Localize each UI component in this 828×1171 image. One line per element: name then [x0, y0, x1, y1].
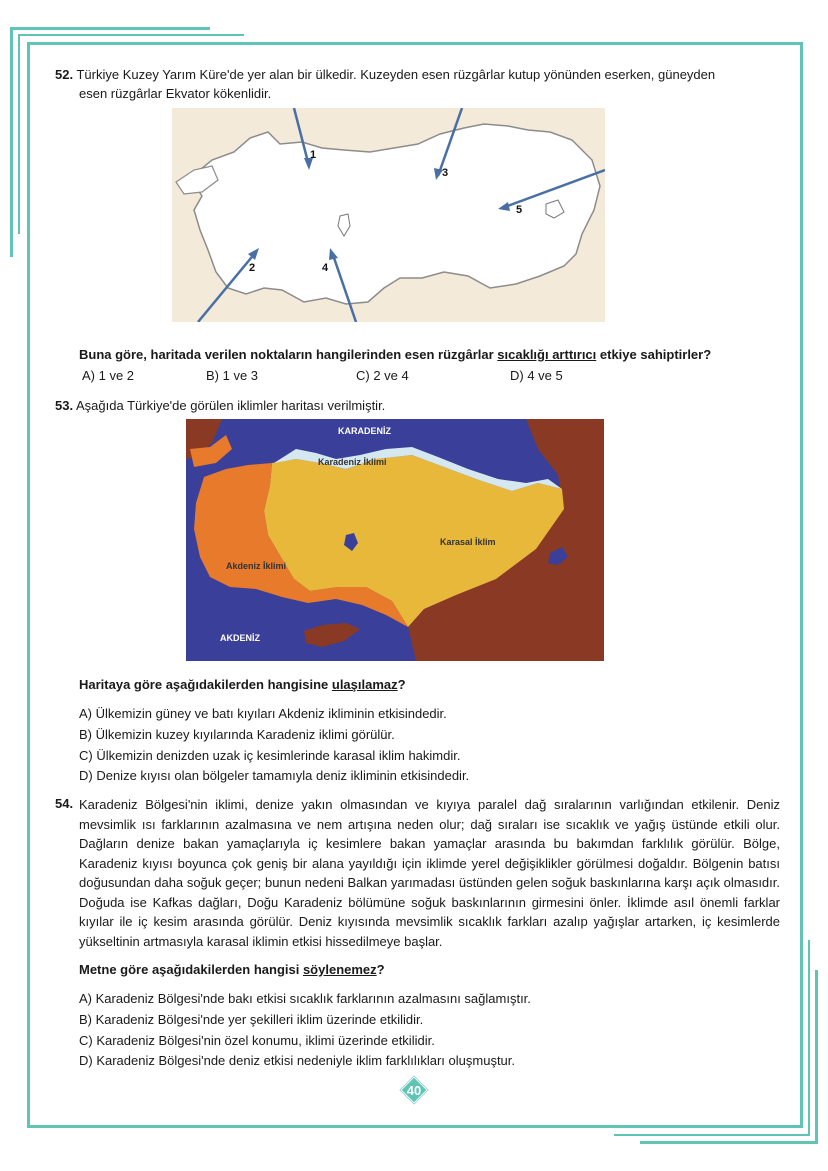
page-number: 40 [406, 1083, 422, 1098]
frame-bottom-inner [614, 1134, 810, 1136]
question-52-ask-pre: Buna göre, haritada verilen noktaların hangilerinden esen rüzgârlar [79, 347, 498, 362]
frame-top-inner [18, 34, 244, 36]
question-54-paragraph: Karadeniz Bölgesi'nin iklimi, denize yakın olmasından ve kıyıya paralel dağ sıralarının varlığından etkilenir. Deniz mevsimlik ısı farklarının azalmasına ve nem artışına neden olur; dağ sıraları ise sıcaklık ve yağış üstünde etkili olur. Dağların denize bakan yamaçlarıyla iç kesimlere bakan yamaçlar arasında bu bakımdan farklılık görülür. Bölge, Karadeniz kıyısı boyunca çok geniş bir alana yayıldığı için iklimde yerel değişiklikler görülmesi doğaldır. Bölgenin batısı doğusundan daha soğuk geçer; bunun nedeni Balkan yarımadası üstünden gelen soğuk baskınlarına karşı açık olmasıdır. Doğuda ise Kafkas dağları, Doğu Karadeniz bölümüne soğuk baskınlarının girmesini önler. İklimde asıl önemli farklar kıyılar ile iç kesim arasında görülür. Deniz kıyısında mevsimlik sıcaklık farkları azalıp yağışlar artarken, iç kesimlerde yükseltinin artmasıyla karasal iklimin etkisi hissedilmeye başlar. [79, 797, 780, 949]
option-d[interactable]: D) Denize kıyısı olan bölgeler tamamıyla deniz ikliminin etkisindedir. [79, 768, 470, 784]
frame-top-main [27, 42, 803, 45]
question-53-ask-pre: Haritaya göre aşağıdakilerden hangisine [79, 677, 332, 692]
label-akdeniz: AKDENİZ [220, 633, 260, 643]
label-karasal-iklim: Karasal İklim [440, 537, 496, 547]
question-52-ask-underlined: sıcaklığı arttırıcı [497, 347, 597, 362]
map-label-4: 4 [322, 262, 329, 274]
page-number-badge [397, 1073, 431, 1107]
question-53-ask-post: ? [397, 677, 406, 692]
frame-top-outer [10, 27, 210, 30]
option-b[interactable]: B) Ülkemizin kuzey kıyılarında Karadeniz iklimi görülür. [79, 726, 395, 742]
question-52-number: 52. [55, 67, 74, 82]
map-label-1: 1 [310, 149, 317, 161]
question-53 [55, 397, 780, 416]
question-52 [55, 66, 780, 104]
option-a[interactable]: A) 1 ve 2 [82, 367, 135, 383]
frame-right-inner [808, 940, 810, 1136]
question-53-stem: Aşağıda Türkiye'de görülen iklimler haritası verilmiştir. [75, 398, 386, 413]
question-54-options [79, 990, 780, 1071]
question-53-options [79, 705, 780, 786]
wind-map-svg [172, 108, 605, 322]
frame-left-outer [10, 27, 13, 257]
question-54-number: 54. [55, 796, 74, 811]
question-54 [55, 795, 780, 1073]
climate-map-svg [186, 419, 604, 661]
question-54-ask-pre: Metne göre aşağıdakilerden hangisi [79, 962, 303, 977]
question-53-number: 53. [55, 398, 74, 413]
option-d[interactable]: D) 4 ve 5 [510, 367, 563, 383]
question-53-ask-underlined: ulaşılamaz [331, 677, 398, 692]
frame-bottom-main [27, 1125, 803, 1128]
map-label-2: 2 [249, 262, 256, 274]
option-b[interactable]: B) Karadeniz Bölgesi'nde yer şekilleri iklim üzerinde etkilidir. [79, 1011, 424, 1027]
question-52-ask [79, 346, 780, 365]
label-karadeniz-iklimi: Karadeniz İklimi [318, 457, 387, 467]
option-d[interactable]: D) Karadeniz Bölgesi'nde deniz etkisi nedeniyle iklim farklılıkları oluşmuştur. [79, 1053, 516, 1069]
frame-left-inner [18, 34, 20, 234]
diamond-icon [397, 1073, 431, 1107]
option-c[interactable]: C) 2 ve 4 [356, 367, 409, 383]
question-52-stem [55, 66, 780, 104]
question-54-ask-post: ? [376, 962, 385, 977]
question-52-stem-line2: esen rüzgârlar Ekvator kökenlidir. [79, 85, 272, 101]
question-54-body [55, 795, 780, 951]
option-b[interactable]: B) 1 ve 3 [206, 367, 259, 383]
question-53-ask [79, 676, 780, 695]
question-54-ask-underlined: söylenemez [302, 962, 377, 977]
frame-right-main [800, 42, 803, 1128]
question-54-ask [79, 961, 780, 980]
frame-right-outer [815, 970, 818, 1144]
map-label-5: 5 [516, 204, 523, 216]
question-52-ask-post: etkiye sahiptirler? [596, 347, 712, 362]
wind-map [172, 108, 605, 322]
turkey-outline [190, 124, 600, 304]
question-52-stem-line1: Türkiye Kuzey Yarım Küre'de yer alan bir ülkedir. Kuzeyden esen rüzgârlar kutup yönünden eserken, güneyden [76, 67, 716, 82]
frame-left-main [27, 42, 30, 1128]
option-c[interactable]: C) Ülkemizin denizden uzak iç kesimlerinde karasal iklim hakimdir. [79, 747, 461, 763]
map-label-3: 3 [442, 167, 449, 179]
climate-map [186, 419, 604, 661]
frame-bottom-outer [640, 1141, 818, 1144]
option-a[interactable]: A) Karadeniz Bölgesi'nde bakı etkisi sıcaklık farklarının azalmasını sağlamıştır. [79, 990, 531, 1006]
question-52-options [82, 367, 780, 386]
question-52-ask-block [55, 340, 780, 386]
question-53-ask-block [55, 670, 780, 788]
label-akdeniz-iklimi: Akdeniz İklimi [226, 561, 287, 571]
option-c[interactable]: C) Karadeniz Bölgesi'nin özel konumu, iklimi üzerinde etkilidir. [79, 1032, 435, 1048]
option-a[interactable]: A) Ülkemizin güney ve batı kıyıları Akdeniz ikliminin etkisindedir. [79, 705, 447, 721]
label-karadeniz: KARADENİZ [338, 426, 391, 436]
